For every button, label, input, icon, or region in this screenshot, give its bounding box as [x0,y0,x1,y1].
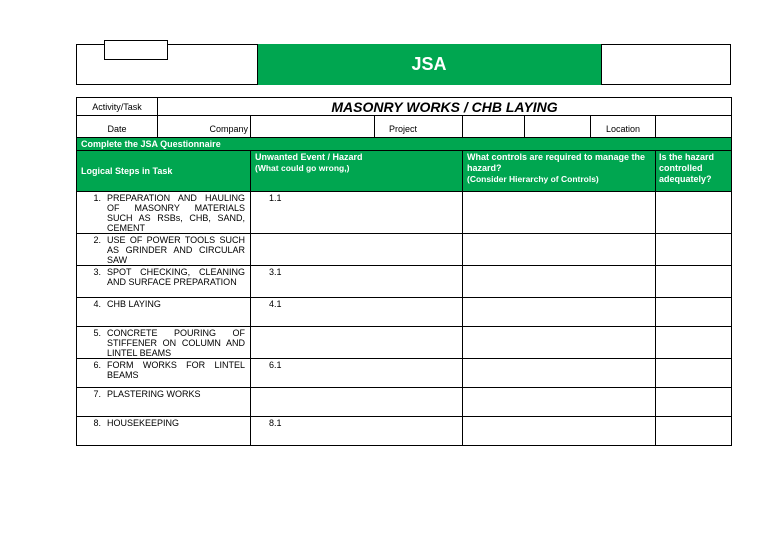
hazard-cell[interactable] [251,388,463,417]
step-cell [77,359,251,388]
step-number: 1. [93,193,101,203]
hazard-cell[interactable]: 3.1 [251,266,463,298]
adequate-cell[interactable] [656,359,732,388]
details-row [77,116,732,138]
step-text: USE OF POWER TOOLS SUCH AS GRINDER AND CIRCULAR SAW [107,235,245,265]
table-row [77,234,732,266]
step-number: 6. [93,360,101,370]
step-number: 3. [93,267,101,277]
step-number: 4. [93,299,101,309]
step-cell [77,234,251,266]
step-cell [77,192,251,234]
col-steps-header [77,151,251,192]
col-hazard-title: Unwanted Event / Hazard [255,152,363,162]
jsa-table [76,97,732,446]
step-cell [77,327,251,359]
table-row [77,359,732,388]
company-value[interactable] [251,116,375,138]
step-number: 5. [93,328,101,338]
hazard-cell[interactable]: 6.1 [251,359,463,388]
step-text: PREPARATION AND HAULING OF MASONRY MATERIALS SUCH AS RSBs, CHB, SAND, CEMENT [107,193,245,233]
adequate-cell[interactable] [656,192,732,234]
adequate-cell[interactable] [656,417,732,446]
col-controls-subtitle: (Consider Hierarchy of Controls) [467,174,599,184]
controls-cell[interactable] [463,234,656,266]
jsa-banner-title: JSA [411,54,447,74]
location-label: Location [591,116,656,138]
col-hazard-subtitle: (What could go wrong,) [255,163,350,173]
col-hazard-header [251,151,463,192]
section-row [77,138,732,151]
step-cell [77,298,251,327]
table-row [77,298,732,327]
date-label: Date [77,116,158,138]
location-value[interactable] [656,116,732,138]
step-number: 8. [93,418,101,428]
header-divider-right [601,44,602,85]
section-title: Complete the JSA Questionnaire [77,138,732,151]
table-row [77,192,732,234]
step-text: HOUSEKEEPING [107,418,180,428]
activity-label: Activity/Task [77,98,158,116]
step-number: 2. [93,235,101,245]
controls-cell[interactable] [463,298,656,327]
hazard-cell[interactable]: 8.1 [251,417,463,446]
table-row [77,388,732,417]
controls-cell[interactable] [463,266,656,298]
col-adequate-header [656,151,732,192]
controls-cell[interactable] [463,417,656,446]
adequate-cell[interactable] [656,388,732,417]
project-label: Project [375,116,463,138]
table-row [77,417,732,446]
table-row [77,266,732,298]
hazard-cell[interactable] [251,327,463,359]
project-value-extra[interactable] [525,116,591,138]
adequate-cell[interactable] [656,234,732,266]
logo-placeholder-box [104,40,168,60]
company-label: Company [158,116,251,138]
project-value[interactable] [463,116,525,138]
step-cell [77,417,251,446]
jsa-banner [257,44,601,85]
step-cell [77,266,251,298]
step-text: CONCRETE POURING OF STIFFENER ON COLUMN AND LINTEL BEAMS [107,328,245,358]
hazard-cell[interactable]: 4.1 [251,298,463,327]
hazard-cell[interactable]: 1.1 [251,192,463,234]
header-divider-left [257,44,258,85]
step-cell [77,388,251,417]
col-adequate-label: Is the hazard controlled adequately? [659,152,715,184]
adequate-cell[interactable] [656,327,732,359]
column-header-row [77,151,732,192]
controls-cell[interactable] [463,327,656,359]
controls-cell[interactable] [463,192,656,234]
step-text: PLASTERING WORKS [107,389,201,399]
col-steps-label: Logical Steps in Task [81,165,173,176]
step-text: CHB LAYING [107,299,161,309]
controls-cell[interactable] [463,388,656,417]
table-row [77,327,732,359]
activity-row [77,98,732,116]
controls-cell[interactable] [463,359,656,388]
step-number: 7. [93,389,101,399]
step-text: SPOT CHECKING, CLEANING AND SURFACE PREPARATION [107,267,245,287]
hazard-cell[interactable] [251,234,463,266]
adequate-cell[interactable] [656,298,732,327]
adequate-cell[interactable] [656,266,732,298]
col-controls-title: What controls are required to manage the hazard? [467,152,646,173]
col-controls-header [463,151,656,192]
step-text: FORM WORKS FOR LINTEL BEAMS [107,360,245,380]
activity-value: MASONRY WORKS / CHB LAYING [158,98,732,116]
